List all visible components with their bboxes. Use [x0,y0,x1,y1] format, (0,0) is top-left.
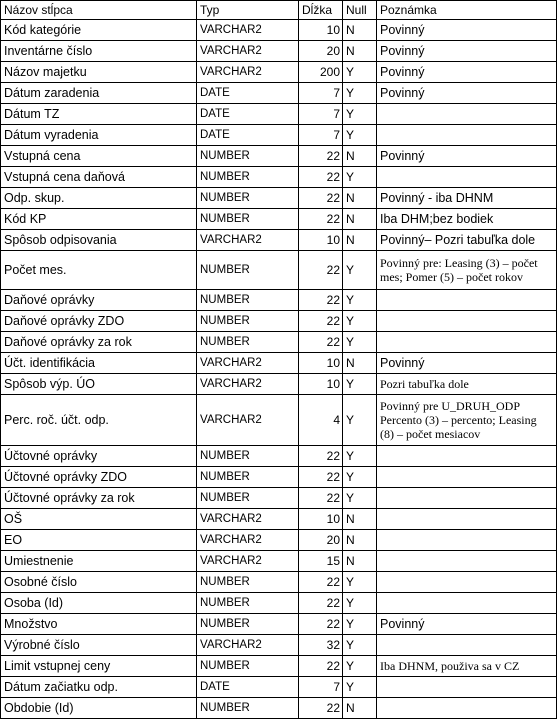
cell-type: NUMBER [197,593,299,614]
cell-null: N [343,353,377,374]
cell-null: Y [343,467,377,488]
cell-type: NUMBER [197,698,299,719]
cell-type: DATE [197,125,299,146]
cell-note [377,572,557,593]
cell-length: 20 [299,41,343,62]
cell-note [377,593,557,614]
cell-type: VARCHAR2 [197,353,299,374]
cell-null: Y [343,332,377,353]
cell-name: Spôsob výp. ÚO [1,374,197,395]
cell-note [377,104,557,125]
cell-length: 22 [299,488,343,509]
cell-name: Kód kategórie [1,20,197,41]
cell-length: 22 [299,311,343,332]
cell-type: NUMBER [197,614,299,635]
cell-name: Dátum zaradenia [1,83,197,104]
cell-null: N [343,209,377,230]
cell-type: DATE [197,677,299,698]
cell-length: 10 [299,20,343,41]
cell-type: VARCHAR2 [197,20,299,41]
table-row [1,635,557,656]
cell-null: Y [343,125,377,146]
cell-null: N [343,698,377,719]
cell-type: VARCHAR2 [197,41,299,62]
cell-name: Spôsob odpisovania [1,230,197,251]
cell-note: Pozri tabuľka dole [377,374,557,395]
cell-length: 15 [299,551,343,572]
cell-length: 22 [299,146,343,167]
cell-length: 22 [299,593,343,614]
cell-length: 20 [299,530,343,551]
cell-length: 7 [299,125,343,146]
cell-type: VARCHAR2 [197,509,299,530]
cell-length: 4 [299,395,343,446]
cell-null: Y [343,572,377,593]
cell-type: NUMBER [197,146,299,167]
cell-null: Y [343,374,377,395]
cell-note [377,635,557,656]
table-row [1,83,557,104]
header-note: Poznámka [377,1,557,20]
cell-type: DATE [197,104,299,125]
cell-name: Dátum TZ [1,104,197,125]
cell-note: Povinný [377,83,557,104]
cell-name: Vstupná cena daňová [1,167,197,188]
cell-name: Dátum vyradenia [1,125,197,146]
cell-note: Povinný pre U_DRUH_ODP Percento (3) – percento; Leasing (8) – počet mesiacov [377,395,557,446]
cell-note [377,167,557,188]
cell-name: Osoba (Id) [1,593,197,614]
cell-length: 22 [299,467,343,488]
table-row [1,290,557,311]
table-body [1,20,557,719]
cell-length: 10 [299,230,343,251]
cell-name: Daňové oprávky [1,290,197,311]
cell-note [377,311,557,332]
cell-name: Účt. identifikácia [1,353,197,374]
cell-null: N [343,230,377,251]
cell-name: Inventárne číslo [1,41,197,62]
cell-note [377,530,557,551]
cell-length: 7 [299,677,343,698]
cell-length: 22 [299,572,343,593]
cell-length: 22 [299,332,343,353]
table-row [1,698,557,719]
cell-name: EO [1,530,197,551]
table-row [1,332,557,353]
cell-note: Iba DHM;bez bodiek [377,209,557,230]
table-row [1,251,557,290]
cell-note: Povinný– Pozri tabuľka dole [377,230,557,251]
table-row [1,311,557,332]
cell-name: Vstupná cena [1,146,197,167]
table-row [1,551,557,572]
cell-null: Y [343,395,377,446]
table-row [1,572,557,593]
cell-type: NUMBER [197,251,299,290]
cell-length: 10 [299,374,343,395]
cell-type: NUMBER [197,311,299,332]
cell-null: Y [343,311,377,332]
cell-null: Y [343,635,377,656]
cell-name: Účtovné oprávky ZDO [1,467,197,488]
cell-type: VARCHAR2 [197,635,299,656]
cell-name: Výrobné číslo [1,635,197,656]
cell-note: Povinný [377,614,557,635]
cell-length: 32 [299,635,343,656]
table-row [1,467,557,488]
cell-name: Kód KP [1,209,197,230]
cell-note [377,125,557,146]
cell-type: NUMBER [197,446,299,467]
cell-note: Iba DHNM, použiva sa v CZ [377,656,557,677]
cell-note [377,509,557,530]
cell-null: Y [343,614,377,635]
cell-note [377,467,557,488]
header-type: Typ [197,1,299,20]
cell-null: Y [343,251,377,290]
cell-note [377,332,557,353]
cell-type: NUMBER [197,488,299,509]
cell-name: Množstvo [1,614,197,635]
table-row [1,104,557,125]
table-row [1,188,557,209]
cell-type: NUMBER [197,290,299,311]
cell-null: Y [343,62,377,83]
cell-null: Y [343,593,377,614]
cell-name: Daňové oprávky ZDO [1,311,197,332]
cell-type: VARCHAR2 [197,374,299,395]
cell-null: Y [343,656,377,677]
table-row [1,530,557,551]
cell-note: Povinný - iba DHNM [377,188,557,209]
cell-null: N [343,530,377,551]
cell-note [377,290,557,311]
cell-null: Y [343,446,377,467]
cell-null: Y [343,83,377,104]
cell-null: N [343,41,377,62]
table-row [1,209,557,230]
cell-note: Povinný [377,20,557,41]
cell-note: Povinný [377,146,557,167]
table-row [1,125,557,146]
cell-length: 22 [299,251,343,290]
cell-null: N [343,509,377,530]
cell-note [377,677,557,698]
cell-note [377,446,557,467]
cell-type: NUMBER [197,467,299,488]
cell-name: Názov majetku [1,62,197,83]
table-row [1,167,557,188]
cell-name: OŠ [1,509,197,530]
cell-note: Povinný pre: Leasing (3) – počet mes; Pomer (5) – počet rokov [377,251,557,290]
cell-length: 10 [299,353,343,374]
header-null: Null [343,1,377,20]
cell-null: Y [343,290,377,311]
cell-note: Povinný [377,353,557,374]
cell-name: Umiestnenie [1,551,197,572]
cell-length: 22 [299,614,343,635]
header-name: Názov stĺpca [1,1,197,20]
cell-null: N [343,20,377,41]
cell-length: 10 [299,509,343,530]
cell-name: Perc. roč. účt. odp. [1,395,197,446]
cell-length: 7 [299,104,343,125]
cell-null: N [343,551,377,572]
cell-type: VARCHAR2 [197,551,299,572]
cell-length: 22 [299,656,343,677]
cell-type: VARCHAR2 [197,230,299,251]
cell-name: Osobné číslo [1,572,197,593]
table-row [1,593,557,614]
cell-name: Účtovné oprávky [1,446,197,467]
cell-name: Daňové oprávky za rok [1,332,197,353]
cell-note: Povinný [377,41,557,62]
header-length: Dĺžka [299,1,343,20]
cell-type: NUMBER [197,167,299,188]
cell-null: Y [343,104,377,125]
table-row [1,20,557,41]
table-row [1,677,557,698]
cell-name: Limit vstupnej ceny [1,656,197,677]
cell-length: 22 [299,167,343,188]
cell-name: Odp. skup. [1,188,197,209]
cell-name: Obdobie (Id) [1,698,197,719]
cell-length: 22 [299,446,343,467]
cell-type: NUMBER [197,188,299,209]
cell-null: Y [343,677,377,698]
table-row [1,446,557,467]
cell-type: DATE [197,83,299,104]
cell-length: 22 [299,290,343,311]
table-row [1,230,557,251]
cell-type: NUMBER [197,572,299,593]
cell-length: 7 [299,83,343,104]
table-row [1,62,557,83]
table-row [1,656,557,677]
table-row [1,353,557,374]
cell-note [377,551,557,572]
cell-name: Účtovné oprávky za rok [1,488,197,509]
cell-null: Y [343,167,377,188]
cell-type: NUMBER [197,332,299,353]
table-row [1,41,557,62]
table-row [1,374,557,395]
cell-type: VARCHAR2 [197,395,299,446]
cell-note: Povinný [377,62,557,83]
cell-note [377,698,557,719]
cell-type: NUMBER [197,656,299,677]
cell-type: NUMBER [197,209,299,230]
cell-length: 200 [299,62,343,83]
header-row [1,1,557,20]
cell-length: 22 [299,209,343,230]
cell-type: VARCHAR2 [197,530,299,551]
cell-length: 22 [299,698,343,719]
cell-null: Y [343,488,377,509]
cell-type: VARCHAR2 [197,62,299,83]
table-row [1,488,557,509]
cell-length: 22 [299,188,343,209]
table-row [1,614,557,635]
table-row [1,146,557,167]
cell-name: Dátum začiatku odp. [1,677,197,698]
table-row [1,395,557,446]
cell-name: Počet mes. [1,251,197,290]
cell-null: N [343,146,377,167]
cell-null: N [343,188,377,209]
table-row [1,509,557,530]
cell-note [377,488,557,509]
